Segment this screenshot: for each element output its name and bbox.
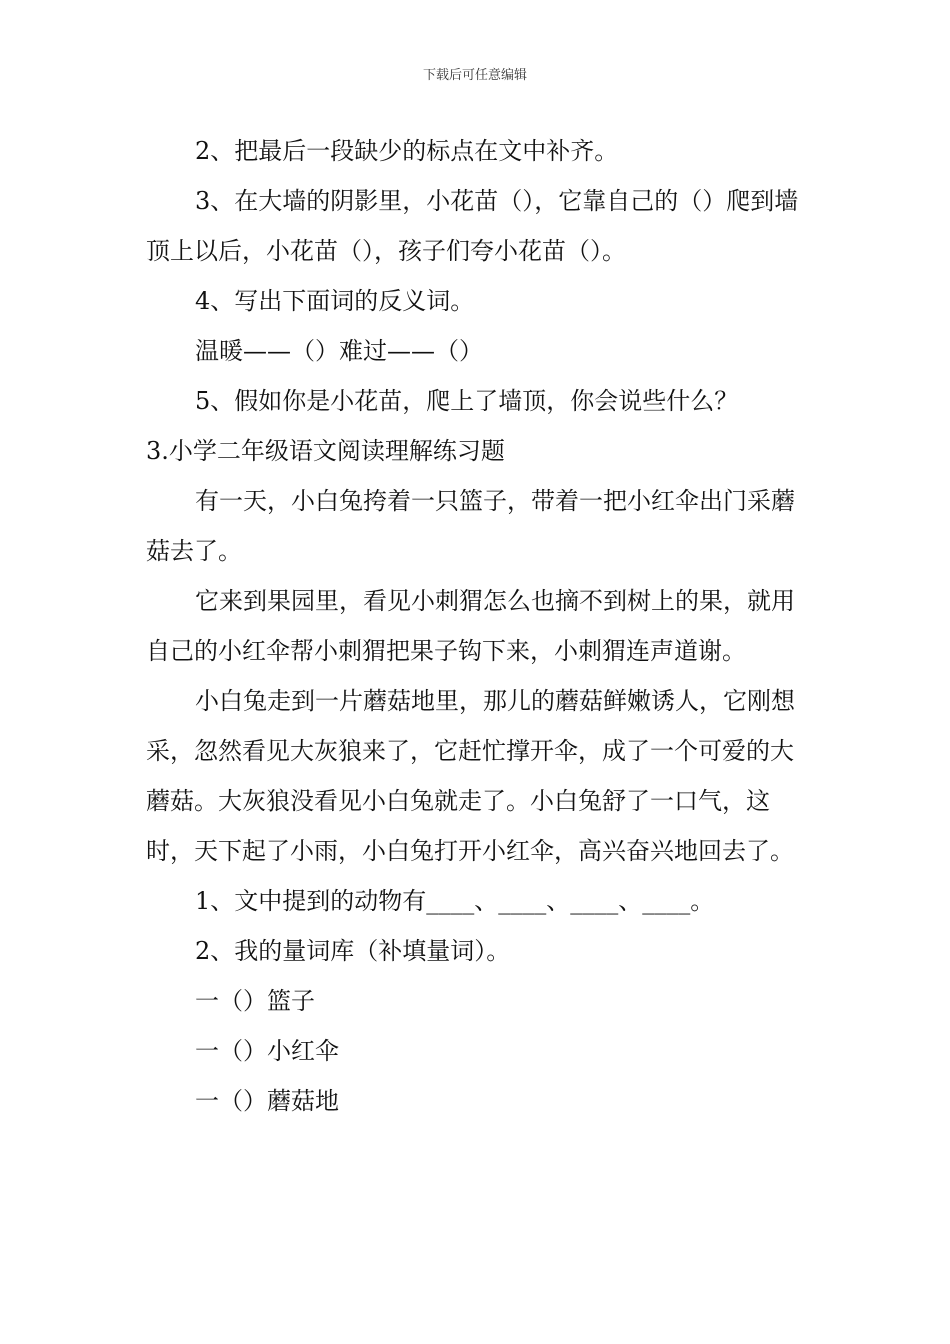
exercise-1-animals: 1、文中提到的动物有____、____、____、____。 [195,887,715,915]
question-4-antonyms: 4、写出下面词的反义词。 [195,287,475,315]
question-2-punctuation: 2、把最后一段缺少的标点在文中补齐。 [195,137,619,165]
measure-word-item: 一（）蘑菇地 [195,1087,339,1115]
story-paragraph-2: 它来到果园里，看见小刺猬怎么也摘不到树上的果，就用自己的小红伞帮小刺猬把果子钩下来，小刺猬连声道谢。 [146,587,795,665]
antonym-pairs: 温暖——（）难过——（） [195,337,483,365]
story-paragraph-1: 有一天，小白兔挎着一只篮子，带着一把小红伞出门采蘑菇去了。 [146,487,795,565]
page-header: 下载后可任意编辑 [422,68,527,83]
measure-word-item: 一（）篮子 [195,987,315,1015]
exercise-2-measure-words: 2、我的量词库（补填量词）。 [195,937,511,965]
question-3-fill-blanks: 3、在大墙的阴影里，小花苗（），它靠自己的（）爬到墙顶上以后，小花苗（），孩子们夸小花苗（）。 [146,187,799,265]
document-body [146,126,810,1126]
measure-word-item: 一（）小红伞 [195,1037,339,1065]
story-paragraph-3: 小白兔走到一片蘑菇地里，那儿的蘑菇鲜嫩诱人，它刚想采，忽然看见大灰狼来了，它赶忙撑开伞，成了一个可爱的大蘑菇。大灰狼没看见小白兔就走了。小白兔舒了一口气，这时，天下起了小雨，小白兔打开小红伞，高兴奋兴地回去了。 [146,687,795,865]
section-title: 3.小学二年级语文阅读理解练习题 [146,437,505,465]
question-5-imagine: 5、假如你是小花苗，爬上了墙顶，你会说些什么？ [195,387,739,415]
